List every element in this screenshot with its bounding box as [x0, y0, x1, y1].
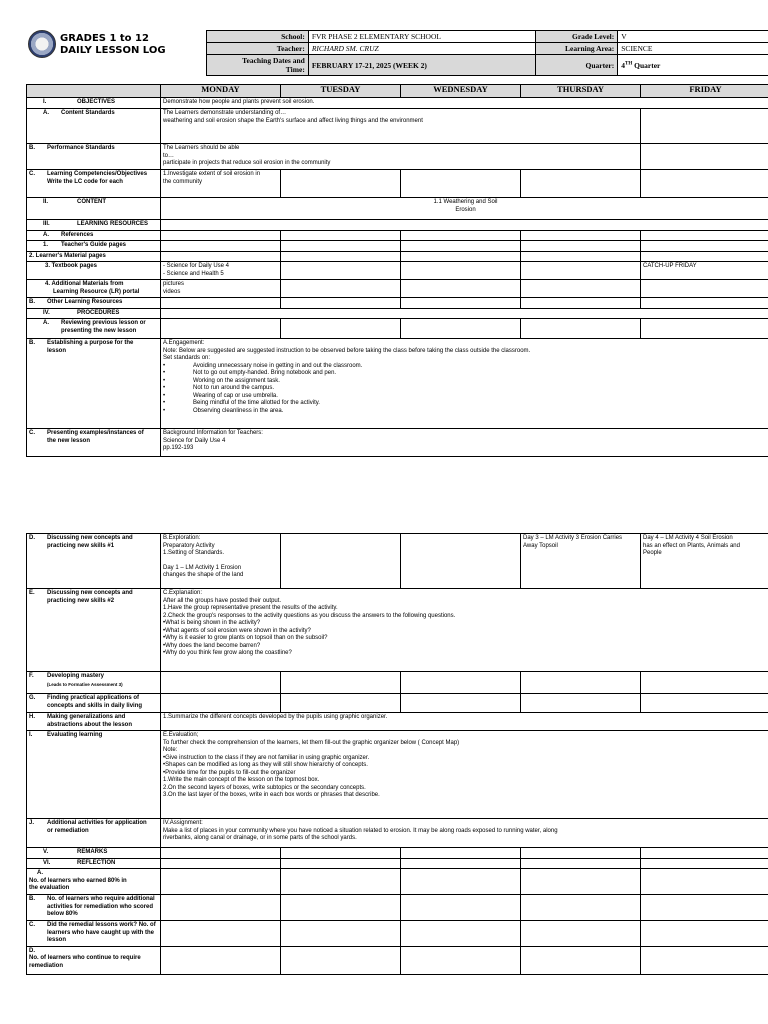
row-additional-activities: J. Additional activities for application or remediation IV.Assignment: Make a list of places in your community where you have noticed a situation related to erosion. It may be along roads exposed to running water, along riverbanks, along canal or drainage, or in some parts of the school yards.: [27, 819, 768, 848]
school-label: School:: [207, 31, 309, 43]
quarter-label: Quarter:: [536, 55, 618, 76]
lesson-log-table-page-2: [26, 533, 768, 975]
teacher-value: RICHARD SM. CRUZ: [308, 43, 536, 55]
objectives-text: Demonstrate how people and plants prevent soil erosion.: [161, 98, 768, 109]
list-item: • Avoiding unnecessary noise in getting in and out the classroom.: [163, 363, 768, 371]
engagement-text: A.Engagement: Note: Below are suggested are suggested instruction to be observed before taking the class before taking the class outside the classroom. Set standards on: • Avoiding unnecessary noise in getting in and out the classroom. • Not to go out empty-handed. Bring notebook and pen. • Working on the assignment task. • Not to run around the campus. • Wearing of cap or use umbrella. • Being mindful of the time allotted for the activity. • Observing cleanliness in the area.: [161, 339, 768, 429]
assignment-text: IV.Assignment: Make a list of places in your community where you have noticed a situation related to erosion. It may be along roads exposed to running water, along riverbanks, along canal or drainage, or in some parts of the school yards.: [161, 819, 768, 848]
row-generalizations: H. Making generalizations and abstractions about the lesson 1.Summarize the different concepts developed by the pupils using graphic organizer.: [27, 713, 768, 731]
list-item: • Observing cleanliness in the area.: [163, 408, 768, 416]
row-reflection-c: C. Did the remedial lessons work? No. of learners who have caught up with the lesson: [27, 921, 768, 947]
row-teachers-guide: 1. Teacher's Guide pages: [27, 241, 768, 252]
row-reviewing: A. Reviewing previous lesson or presenting the new lesson: [27, 319, 768, 339]
row-learning-resources: III. LEARNING RESOURCES: [27, 220, 768, 231]
row-references: A. References: [27, 230, 768, 241]
row-establishing-purpose: B. Establishing a purpose for the lesson A.Engagement: Note: Below are suggested are suggested instruction to be observed before taking the class before taking the class outside the classroom. Set standards on: • Avoiding unnecessary noise in getting in and out the classroom. • Not to go out empty-handed. Bring notebook and pen. • Working on the assignment task. • Not to run around the campus. • Wearing of cap or use umbrella. • Being mindful of the time allotted for the activity. • Observing cleanliness in the area.: [27, 339, 768, 429]
list-item: • Being mindful of the time allotted for the activity.: [163, 400, 768, 408]
day-thursday: THURSDAY: [521, 85, 641, 98]
day-header-row: [27, 85, 768, 98]
row-evaluating: I. Evaluating learning E.Evaluation; To further check the comprehension of the learners, let them fill-out the graphic organizer below ( Concept Map) Note: •Give instruction to the class if they are not familiar in using graphic organizer. •Shapes can be modified as long as they will still show hierarchy of concepts. •Provide time for the pupils to fill-out the organizer 1.Write the main concept of the lesson on the topmost box. 2.On the second layers of boxes, write subtopics or the secondary concepts. 3.On the last layer of the boxes, write in each box words or phrases that describe.: [27, 731, 768, 819]
document-title: GRADES 1 to 12 DAILY LESSON LOG: [60, 33, 166, 56]
row-textbook: 3. Textbook pages - Science for Daily Use 4 - Science and Health 5 CATCH-UP FRIDAY: [27, 262, 768, 280]
teaching-dates-value: FEBRUARY 17-21, 2025 (WEEK 2): [308, 55, 536, 76]
catch-up-friday: CATCH-UP FRIDAY: [641, 262, 768, 280]
row-discussing-1: D. Discussing new concepts and practicing new skills #1 B.Exploration: Preparatory Activity 1.Setting of Standards. Day 1 – LM Activity 1 Erosion changes the shape of the land Day 3 – LM Activity 3 Erosion Carries Away Topsoil Day 4 – LM Activity 4 Soil Erosion has an effect on Plants, Animals and People: [27, 534, 768, 589]
row-performance-standards: B. Performance Standards The Learners should be able to… participate in projects that reduce soil erosion in the community: [27, 144, 768, 170]
list-item: • Wearing of cap or use umbrella.: [163, 393, 768, 401]
day-monday: MONDAY: [161, 85, 281, 98]
row-remarks: V. REMARKS: [27, 848, 768, 859]
row-discussing-2: E. Discussing new concepts and practicing new skills #2 C.Explanation: After all the groups have posted their output. 1.Have the group representative present the results of the activity. 2.Check the group's responses to the activity questions as you discuss the answers to the following questions. •What is being shown in the activity? •What agents of soil erosion were shown in the activity? •Why is it easier to grow plants on topsoil than on the subsoil? •Why does the land become barren? •Why do you think few grow along the coastline?: [27, 589, 768, 672]
learning-area-label: Learning Area:: [536, 43, 618, 55]
day-tuesday: TUESDAY: [281, 85, 401, 98]
row-practical-applications: G. Finding practical applications of concepts and skills in daily living: [27, 694, 768, 713]
list-item: • Not to run around the campus.: [163, 385, 768, 393]
list-item: • Working on the assignment task.: [163, 378, 768, 386]
row-competencies: C. Learning Competencies/Objectives Write the LC code for each 1.Investigate extent of soil erosion in the community: [27, 170, 768, 198]
row-reflection: VI. REFLECTION: [27, 858, 768, 869]
row-learners-material: 2. Learner's Material pages: [27, 251, 768, 262]
row-developing-mastery: F. Developing mastery (Leads to Formative Assessment 3): [27, 672, 768, 694]
row-reflection-b: B. No. of learners who require additional activities for remediation who scored below 80%: [27, 895, 768, 921]
row-other-resources: B. Other Learning Resources: [27, 298, 768, 309]
school-value: FVR PHASE 2 ELEMENTARY SCHOOL: [308, 31, 536, 43]
evaluation-text: E.Evaluation; To further check the comprehension of the learners, let them fill-out the graphic organizer below ( Concept Map) Note: •Give instruction to the class if they are not familiar in using graphic organizer. •Shapes can be modified as long as they will still show hierarchy of concepts. •Provide time for the pupils to fill-out the organizer 1.Write the main concept of the lesson on the topmost box. 2.On the second layers of boxes, write subtopics or the secondary concepts. 3.On the last layer of the boxes, write in each box words or phrases that describe.: [161, 731, 768, 819]
header-info-table: [206, 30, 768, 76]
standards-list: [163, 363, 768, 416]
row-content: II. CONTENT 1.1 Weathering and Soil Erosion: [27, 198, 768, 220]
row-reflection-d: D.No. of learners who continue to require remediation: [27, 946, 768, 974]
day-friday: FRIDAY: [641, 85, 768, 98]
row-additional-materials: 4. Additional Materials from Learning Resource (LR) portal pictures videos: [27, 280, 768, 298]
grade-level-label: Grade Level:: [536, 31, 618, 43]
quarter-value: 4TH Quarter: [618, 55, 768, 76]
learning-area-value: SCIENCE: [618, 43, 768, 55]
grade-level-value: V: [618, 31, 768, 43]
row-content-standards: A. Content Standards The Learners demonstrate understanding of… weathering and soil erosion shape the Earth's surface and affect living things and the environment: [27, 109, 768, 144]
list-item: • Not to go out empty-handed. Bring notebook and pen.: [163, 370, 768, 378]
row-objectives: I. OBJECTIVES Demonstrate how people and plants prevent soil erosion.: [27, 98, 768, 109]
deped-seal-icon: [28, 30, 56, 58]
row-presenting-examples: C. Presenting examples/instances of the new lesson Background Information for Teachers: Science for Daily Use 4 pp.192-193: [27, 429, 768, 457]
row-procedures: IV. PROCEDURES: [27, 308, 768, 319]
teacher-label: Teacher:: [207, 43, 309, 55]
explanation-text: C.Explanation: After all the groups have posted their output. 1.Have the group representative present the results of the activity. 2.Check the group's responses to the activity questions as you discuss the answers to the following questions. •What is being shown in the activity? •What agents of soil erosion were shown in the activity? •Why is it easier to grow plants on topsoil than on the subsoil? •Why does the land become barren? •Why do you think few grow along the coastline?: [161, 589, 768, 672]
lesson-log-table-page-1: [26, 84, 768, 457]
teaching-dates-label: Teaching Dates and Time:: [207, 55, 309, 76]
row-reflection-a: A.No. of learners who earned 80% in the evaluation: [27, 869, 768, 895]
day-wednesday: WEDNESDAY: [401, 85, 521, 98]
